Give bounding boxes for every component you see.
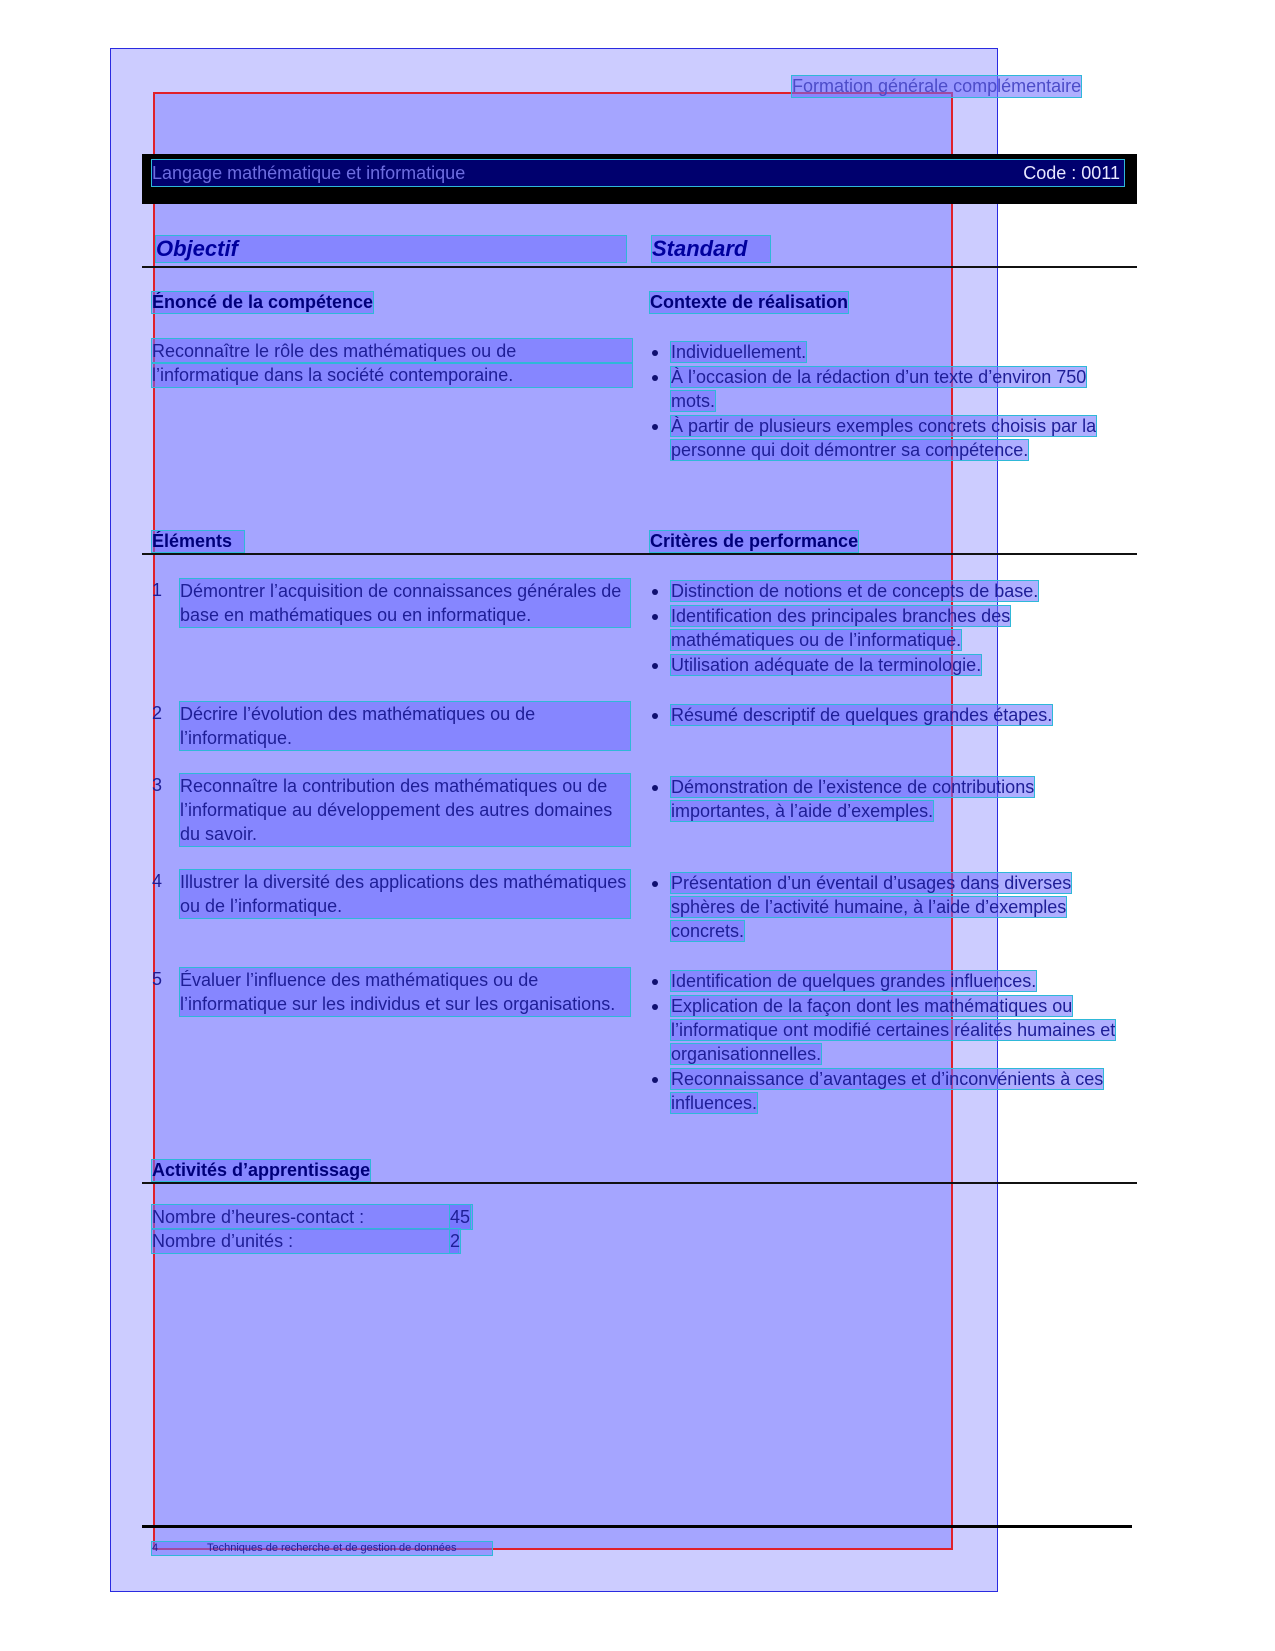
hours-row (152, 1205, 472, 1229)
bullet-icon (652, 589, 658, 595)
list-item: Distinction de notions et de concepts de base. (652, 579, 1117, 603)
bullet-icon (652, 375, 658, 381)
title-banner (142, 154, 1137, 204)
list-item: Identification de quelques grandes influences. (652, 969, 1117, 993)
list-item: À l’occasion de la rédaction d’un texte d’environ 750 mots. (652, 365, 1117, 413)
hours-value: 45 (450, 1207, 471, 1227)
bullet-icon (652, 713, 658, 719)
contexte-heading: Contexte de réalisation (650, 292, 849, 312)
page-number: 4 (152, 1542, 159, 1554)
list-item: Identification des principales branches des mathématiques ou de l’informatique. (652, 604, 1117, 652)
hours-label: Nombre d’heures-contact : (152, 1205, 472, 1229)
list-item: Démonstration de l’existence de contributions importantes, à l’aide d’exemples. (652, 775, 1117, 823)
element-number: 5 (152, 969, 163, 989)
course-code: Code : 0011 (1023, 163, 1120, 183)
element-text: Évaluer l’influence des mathématiques ou de l’informatique sur les individus et sur les organisations. (180, 968, 630, 1016)
element-text: Démontrer l’acquisition de connaissances générales de base en mathématiques ou en informatique. (180, 579, 630, 627)
title-banner-inner (152, 160, 1124, 186)
enonce-heading: Énoncé de la compétence (152, 292, 374, 312)
bullet-icon (652, 881, 658, 887)
list-item: Explication de la façon dont les mathématiques ou l’informatique ont modifié certaines réalités humaines et organisationnelles. (652, 994, 1117, 1066)
footer (152, 1542, 492, 1555)
element-text: Décrire l’évolution des mathématiques ou de l’informatique. (180, 702, 630, 750)
activites-heading: Activités d’apprentissage (152, 1160, 371, 1180)
element-number: 1 (152, 580, 163, 600)
element-text: Reconnaître la contribution des mathématiques ou de l’informatique au développement des autres domaines du savoir. (180, 774, 630, 846)
element-number: 4 (152, 871, 163, 891)
contexte-list (652, 340, 1117, 463)
units-label: Nombre d’unités : (152, 1229, 458, 1253)
criteria-list (652, 775, 1117, 824)
list-item: À partir de plusieurs exemples concrets choisis par la personne qui doit démontrer sa compétence. (652, 414, 1117, 462)
formation-label: Formation générale complémentaire (792, 76, 1082, 96)
list-item: Reconnaissance d’avantages et d’inconvénients à ces influences. (652, 1067, 1117, 1115)
units-value: 2 (450, 1231, 461, 1251)
enonce-line: Reconnaître le rôle des mathématiques ou de (152, 339, 632, 363)
bullet-icon (652, 614, 658, 620)
bullet-icon (652, 1004, 658, 1010)
divider-top (142, 266, 1137, 268)
list-item: Résumé descriptif de quelques grandes étapes. (652, 703, 1117, 727)
footer-text: Techniques de recherche et de gestion de données (207, 1542, 457, 1554)
bullet-icon (652, 1077, 658, 1083)
list-item: Individuellement. (652, 340, 1117, 364)
bullet-icon (652, 424, 658, 430)
element-number: 2 (152, 703, 163, 723)
criteria-list (652, 579, 1117, 678)
divider-activites (142, 1182, 1137, 1184)
bullet-icon (652, 350, 658, 356)
footer-divider (142, 1525, 1132, 1528)
elements-heading: Éléments (152, 531, 244, 552)
objectif-heading: Objectif (156, 236, 626, 262)
criteria-list (652, 969, 1117, 1116)
criteria-list (652, 703, 1117, 728)
bullet-icon (652, 663, 658, 669)
criteres-heading: Critères de performance (650, 531, 859, 551)
element-text: Illustrer la diversité des applications des mathématiques ou de l’informatique. (180, 870, 630, 918)
list-item: Présentation d’un éventail d’usages dans diverses sphères de l’activité humaine, à l’aide d’exemples concrets. (652, 871, 1117, 943)
page-title: Langage mathématique et informatique (152, 163, 466, 183)
element-number: 3 (152, 775, 163, 795)
standard-heading: Standard (652, 236, 770, 262)
bullet-icon (652, 785, 658, 791)
enonce-line: l’informatique dans la société contemporaine. (152, 363, 632, 387)
units-row (152, 1229, 461, 1253)
bullet-icon (652, 979, 658, 985)
divider-elements (142, 553, 1137, 555)
enonce-text (152, 339, 632, 387)
criteria-list (652, 871, 1117, 944)
list-item: Utilisation adéquate de la terminologie. (652, 653, 1117, 677)
